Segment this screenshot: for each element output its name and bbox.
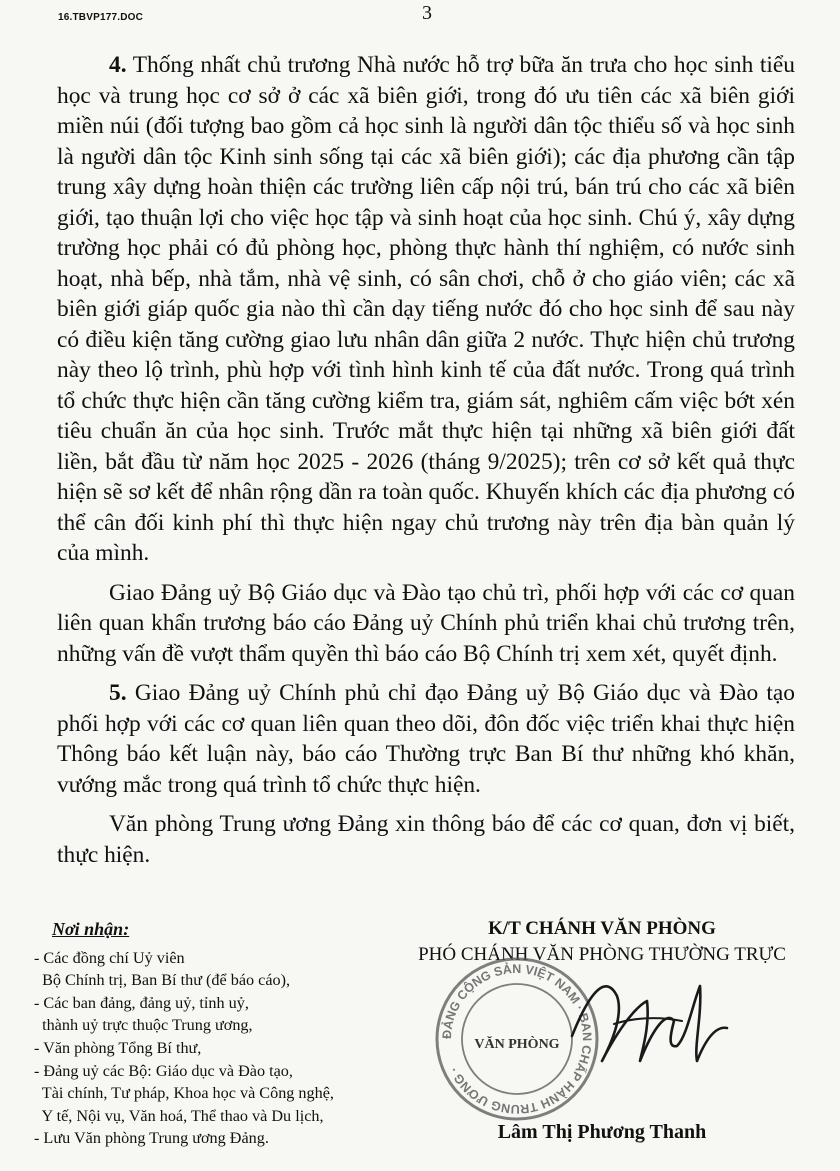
paragraph-5 <box>57 678 795 800</box>
recipient-item: - Lưu Văn phòng Trung ương Đảng. <box>34 1129 269 1148</box>
signatory-name: Lâm Thị Phương Thanh <box>497 1121 707 1143</box>
page-number: 3 <box>422 2 432 24</box>
paragraph-4 <box>57 50 795 569</box>
recipient-item: - Đảng uỷ các Bộ: Giáo dục và Đào tạo, <box>34 1061 293 1080</box>
paragraph-5-number: 5. <box>109 680 127 706</box>
recipient-item: Tài chính, Tư pháp, Khoa học và Công nghệ, <box>34 1084 334 1103</box>
doc-code: 16.TBVP177.DOC <box>58 12 144 23</box>
recipient-item: - Các đồng chí Uỷ viên <box>34 948 185 967</box>
recipients-list <box>34 947 434 1150</box>
paragraph-5-text: Giao Đảng uỷ Chính phủ chỉ đạo Đảng uỷ Bộ Giáo dục và Đào tạo phối hợp với các cơ quan liên quan theo dõi, đôn đốc việc triển khai thực hiện Thông báo kết luận này, báo cáo Thường trực Ban Bí thư những khó khăn, vướng mắc trong quá trình tổ chức thực hiện. <box>57 680 795 798</box>
document-body <box>57 50 795 870</box>
paragraph-4-number: 4. <box>109 52 127 78</box>
signature-block <box>392 916 812 1156</box>
paragraph-4-text: Thống nhất chủ trương Nhà nước hỗ trợ bữa ăn trưa cho học sinh tiểu học và trung học cơ sở ở các xã biên giới, trong đó ưu tiên các xã biên giới miền núi (đối tượng bao gồm cả học sinh là người dân tộc thiểu số và học sinh là người dân tộc Kinh sinh sống tại các xã biên giới); các địa phương cần tập trung xây dựng hoàn thiện các trường liên cấp nội trú, bán trú cho các xã biên giới, tạo thuận lợi cho việc học tập và sinh hoạt của học sinh. Chú ý, xây dựng trường học phải có đủ phòng học, phòng thực hành thí nghiệm, có nước sinh hoạt, nhà bếp, nhà tắm, nhà vệ sinh, có sân chơi, chỗ ở cho giáo viên; các xã biên giới giáp quốc gia nào thì cần dạy tiếng nước đó cho học sinh để sau này có điều kiện tăng cường giao lưu nhân dân giữa 2 nước. Thực hiện chủ trương này theo lộ trình, phù hợp với tình hình kinh tế của đất nước. Trong quá trình tổ chức thực hiện cần tăng cường kiểm tra, giám sát, nghiêm cấm việc bớt xén tiêu chuẩn ăn của học sinh. Trước mắt thực hiện tại những xã biên giới đất liền, bắt đầu từ năm học 2025 - 2026 (tháng 9/2025); trên cơ sở kết quả thực hiện sẽ sơ kết để nhân rộng dần ra toàn quốc. Khuyến khích các địa phương có thể cân đối kinh phí thì thực hiện ngay chủ trương này trên địa bàn quản lý của mình. <box>57 52 795 566</box>
recipients-title: Nơi nhận: <box>52 919 130 939</box>
signature-subtitle: PHÓ CHÁNH VĂN PHÒNG THƯỜNG TRỰC <box>418 944 786 965</box>
recipient-item: Bộ Chính trị, Ban Bí thư (để báo cáo), <box>34 971 291 990</box>
handwritten-signature <box>562 966 732 1076</box>
recipient-item: - Văn phòng Tổng Bí thư, <box>34 1038 202 1057</box>
svg-text:VĂN PHÒNG: VĂN PHÒNG <box>474 1037 560 1052</box>
recipient-item: - Các ban đảng, đảng uỷ, tỉnh uỷ, <box>34 993 249 1012</box>
recipient-item: Y tế, Nội vụ, Văn hoá, Thể thao và Du lịch, <box>34 1106 324 1125</box>
closing-paragraph: Văn phòng Trung ương Đảng xin thông báo để các cơ quan, đơn vị biết, thực hiện. <box>57 811 795 868</box>
recipients-block <box>34 918 434 1150</box>
recipient-item: thành uỷ trực thuộc Trung ương, <box>34 1016 253 1035</box>
signature-title: K/T CHÁNH VĂN PHÒNG <box>488 918 716 939</box>
paragraph-4-assignment: Giao Đảng uỷ Bộ Giáo dục và Đào tạo chủ trì, phối hợp với các cơ quan liên quan khẩn trương báo cáo Đảng uỷ Chính phủ triển khai chủ trương trên, những vấn đề vượt thẩm quyền thì báo cáo Bộ Chính trị xem xét, quyết định. <box>57 579 795 667</box>
svg-text:ĐẢNG CỘNG SẢN VIỆT NAM · BAN C: ĐẢNG CỘNG SẢN VIỆT NAM · BAN CHẤP HÀNH TRUNG ƯƠNG · <box>439 961 595 1117</box>
